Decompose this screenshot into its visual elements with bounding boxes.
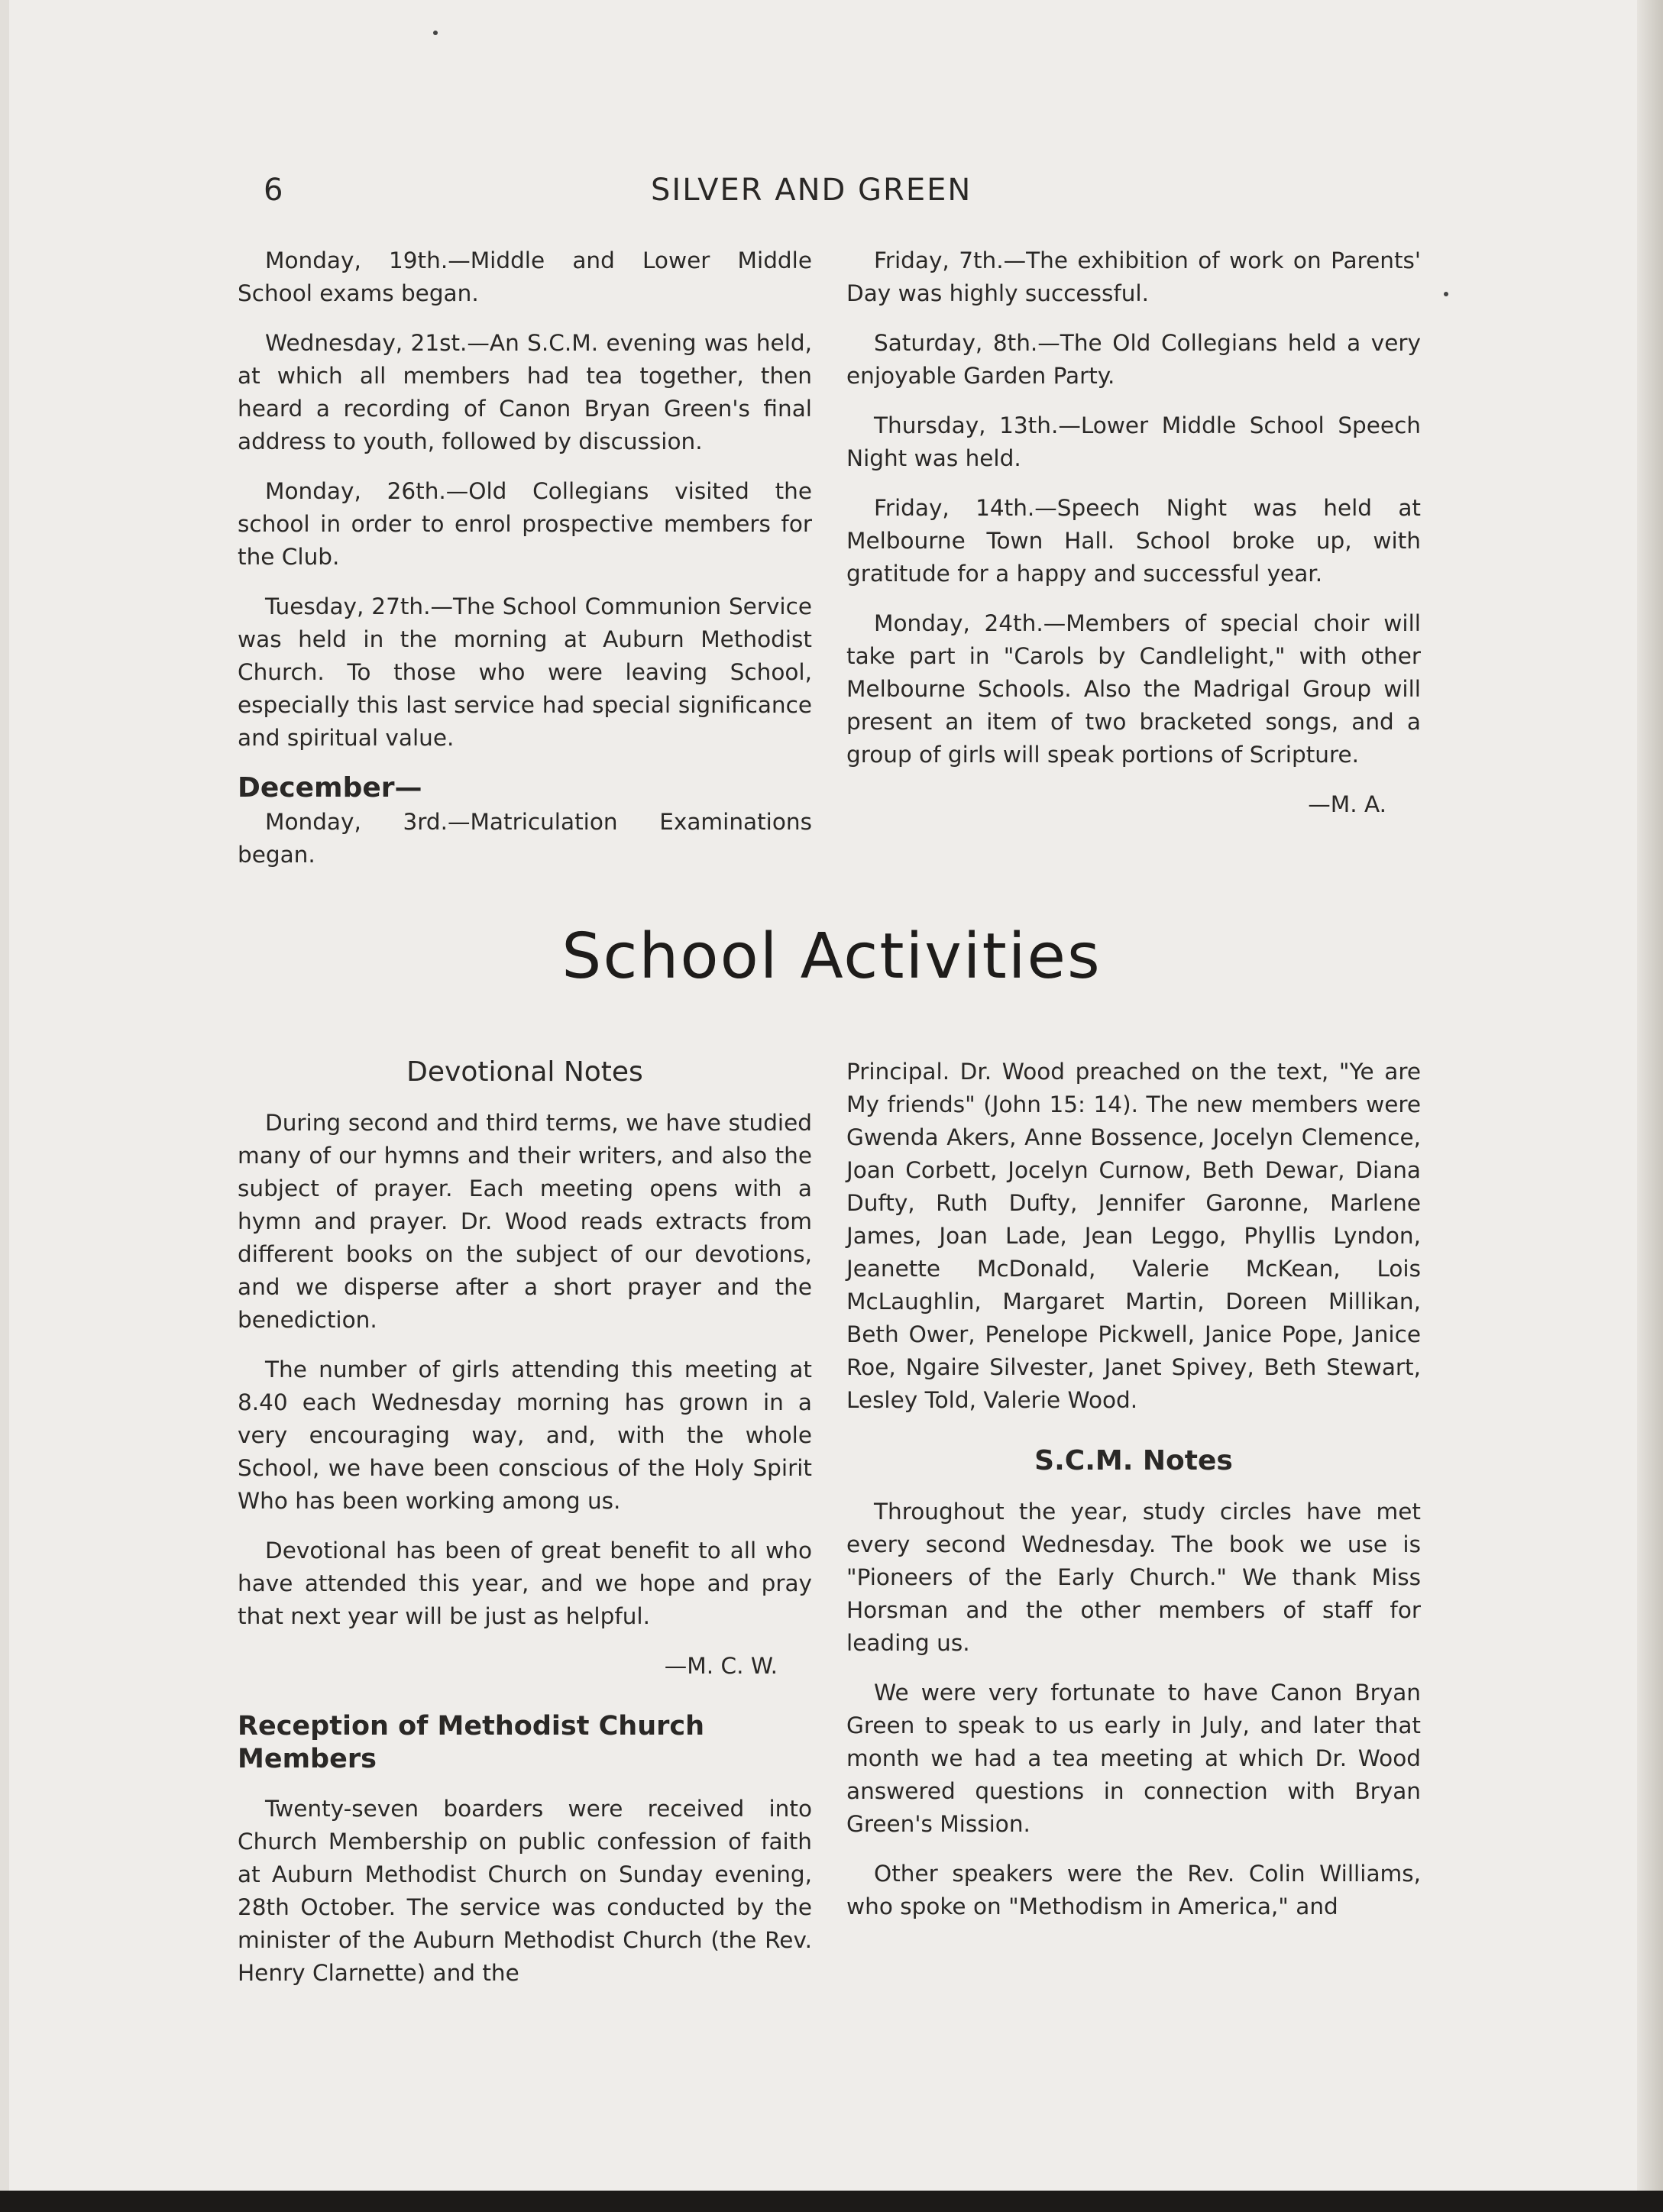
scm-paragraph: Throughout the year, study circles have met every second Wednesday. The book we use is "Pioneers of the Early Church." We thank Miss Horsman and the other members of staff for leading us. <box>846 1499 1421 1656</box>
diary-entry: Saturday, 8th.—The Old Collegians held a very enjoyable Garden Party. <box>846 330 1421 389</box>
devotional-paragraph: During second and third terms, we have studied many of our hymns and their writers, and also the subject of prayer. Each meeting opens with a hymn and prayer. Dr. Wood reads extracts from different books on the subject of our devotions, and we disperse after a short prayer and the benediction. <box>238 1110 812 1333</box>
diary-entry: Monday, 24th.—Members of special choir will take part in "Carols by Candlelight," with other Melbourne Schools. Also the Madrigal Group will present an item of two bracketed songs, and a group of girls will speak portions of Scripture. <box>846 610 1421 768</box>
section-title: School Activities <box>561 920 1102 993</box>
diary-column-right <box>846 244 1421 838</box>
diary-entry: Monday, 26th.—Old Collegians visited the school in order to enrol prospective members for the Club. <box>238 478 812 570</box>
scan-speck <box>1444 292 1448 296</box>
signature: —M. A. <box>1308 791 1386 817</box>
scm-paragraph: Other speakers were the Rev. Colin Williams, who spoke on "Methodism in America," and <box>846 1861 1421 1919</box>
scan-edge-right <box>1637 0 1663 2212</box>
page-number: 6 <box>264 173 284 208</box>
devotional-paragraph: Devotional has been of great benefit to all who have attended this year, and we hope and pray that next year will be just as helpful. <box>238 1538 812 1629</box>
diary-entry: Monday, 3rd.—Matriculation Examinations began. <box>238 809 812 868</box>
diary-entry: Monday, 19th.—Middle and Lower Middle School exams began. <box>238 247 812 306</box>
diary-entry: Friday, 7th.—The exhibition of work on Parents' Day was highly successful. <box>846 247 1421 306</box>
diary-entry: Thursday, 13th.—Lower Middle School Speech Night was held. <box>846 412 1421 471</box>
diary-column-left <box>238 244 812 888</box>
activities-column-left <box>238 1056 812 2007</box>
activities-column-right <box>846 1056 1421 1940</box>
devotional-paragraph: The number of girls attending this meeting at 8.40 each Wednesday morning has grown in a very encouraging way, and, with the whole School, we have been conscious of the Holy Spirit Who has been working among us. <box>238 1357 812 1514</box>
scan-speck <box>433 31 438 35</box>
devotional-heading: Devotional Notes <box>406 1056 643 1088</box>
reception-heading: Reception of Methodist Church Members <box>238 1711 705 1774</box>
scan-edge-left <box>0 0 9 2212</box>
scan-edge-bottom <box>0 2191 1663 2212</box>
scm-heading: S.C.M. Notes <box>1034 1445 1233 1476</box>
diary-entry: Tuesday, 27th.—The School Communion Service was held in the morning at Auburn Methodist Church. To those who were leaving School, especially this last service had special significance and spiritual value. <box>238 593 812 751</box>
diary-entry: Friday, 14th.—Speech Night was held at Melbourne Town Hall. School broke up, with gratitude for a happy and successful year. <box>846 495 1421 587</box>
reception-paragraph: Principal. Dr. Wood preached on the text, "Ye are My friends" (John 15: 14). The new members were Gwenda Akers, Anne Bossence, Jocelyn Clemence, Joan Corbett, Jocelyn Curnow, Beth Dewar, Diana Dufty, Ruth Dufty, Jennifer Garonne, Marlene James, Joan Lade, Jean Leggo, Phyllis Lyndon, Jeanette McDonald, Valerie McKean, Lois McLaughlin, Margaret Martin, Doreen Millikan, Beth Ower, Penelope Pickwell, Janice Pope, Janice Roe, Ngaire Silvester, Janet Spivey, Beth Stewart, Lesley Told, Valerie Wood. <box>846 1059 1421 1413</box>
running-header-title: SILVER AND GREEN <box>651 173 972 208</box>
month-heading: December— <box>238 772 422 804</box>
signature: —M. C. W. <box>664 1653 778 1679</box>
scm-paragraph: We were very fortunate to have Canon Bryan Green to speak to us early in July, and later that month we had a tea meeting at which Dr. Wood answered questions in connection with Bryan Green's Mission. <box>846 1680 1421 1837</box>
diary-entry: Wednesday, 21st.—An S.C.M. evening was held, at which all members had tea together, then heard a recording of Canon Bryan Green's final address to youth, followed by discussion. <box>238 330 812 454</box>
reception-paragraph: Twenty-seven boarders were received into Church Membership on public confession of faith at Auburn Methodist Church on Sunday evening, 28th October. The service was conducted by the minister of the Auburn Methodist Church (the Rev. Henry Clarnette) and the <box>238 1796 812 1986</box>
